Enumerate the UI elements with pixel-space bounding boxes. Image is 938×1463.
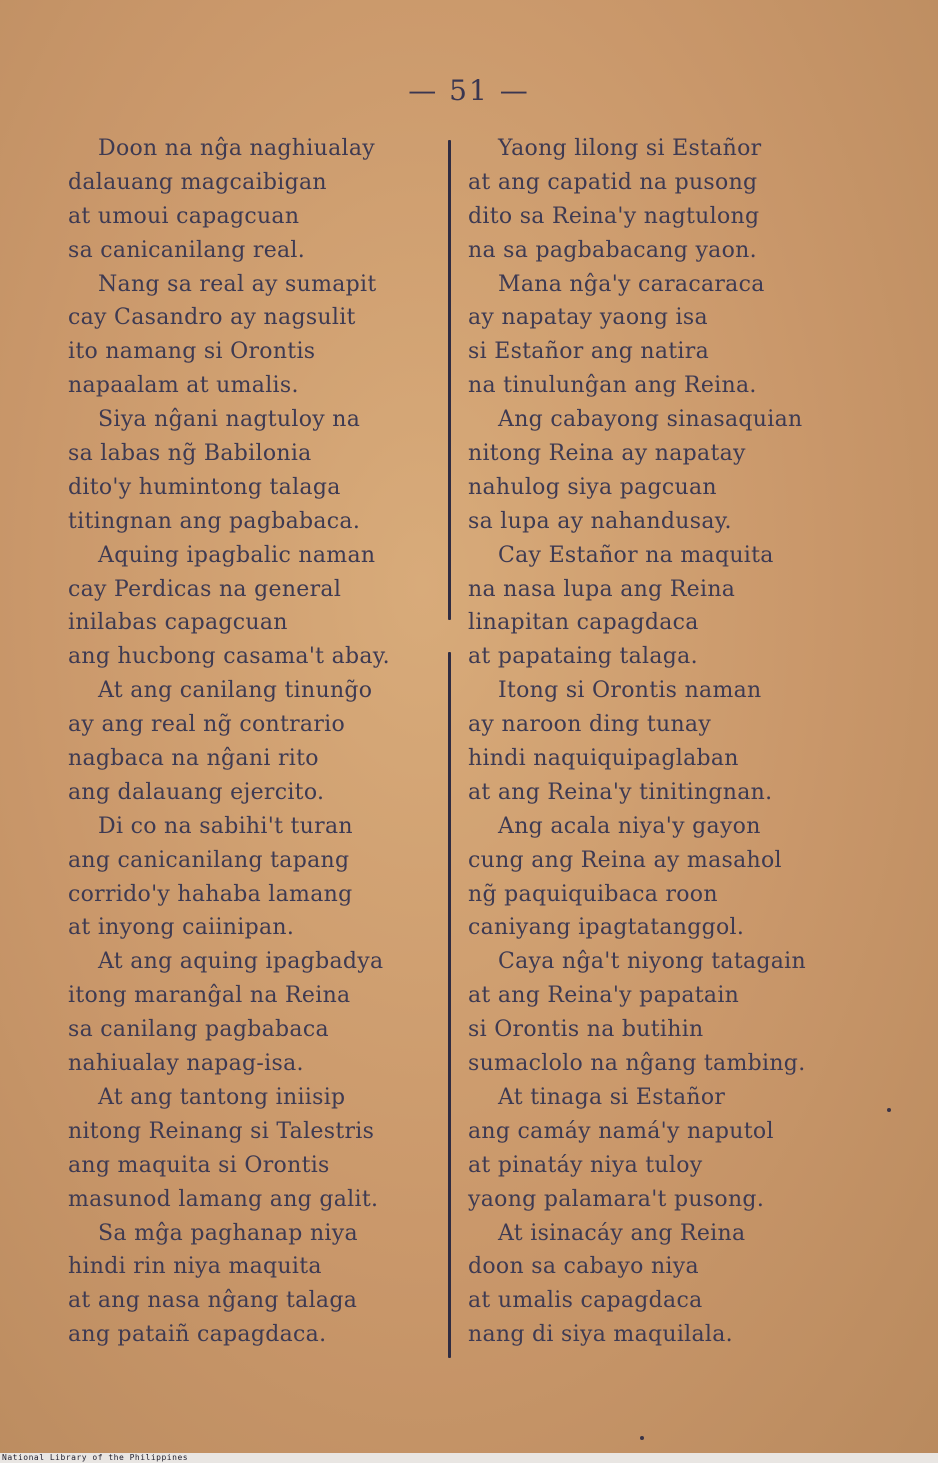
verse-line: sa lupa ay nahandusay.: [468, 508, 732, 534]
stanza: [60, 539, 432, 675]
stanza: [60, 1081, 432, 1217]
verse-line: Mana nĝa'y caracaraca: [498, 271, 765, 297]
verse-line: at ang Reina'y papatain: [468, 983, 740, 1009]
verse-line: hindi naquiquipaglaban: [468, 746, 739, 772]
stanza: [462, 1081, 842, 1217]
verse-line: Aquing ipagbalic naman: [98, 542, 376, 568]
column-divider-top: [448, 140, 451, 620]
footer-credit: National Library of the Philippines: [2, 1453, 189, 1462]
verse-line: yaong palamara't pusong.: [468, 1186, 765, 1212]
verse-line: si Orontis na butihin: [468, 1017, 704, 1043]
speck: [640, 1436, 644, 1440]
verse-line: masunod lamang ang galit.: [68, 1186, 379, 1212]
verse-line: Ang acala niya'y gayon: [498, 813, 761, 839]
verse-line: Siya nĝani nagtuloy na: [98, 407, 361, 433]
verse-line: Di co na sabihi't turan: [98, 813, 353, 839]
left-column: [60, 132, 432, 1352]
verse-line: na tinulunĝan ang Reina.: [468, 373, 757, 399]
verse-line: nagbaca na nĝani rito: [68, 746, 319, 772]
verse-line: ang pataiñ capagdaca.: [68, 1322, 327, 1348]
verse-line: ang camáy namá'y naputol: [468, 1118, 774, 1144]
stanza: [60, 268, 432, 404]
verse-line: Sa mĝa paghanap niya: [98, 1220, 358, 1246]
speck: [887, 1108, 891, 1112]
verse-line: at ang Reina'y tinitingnan.: [468, 779, 773, 805]
verse-line: At ang tantong iniisip: [98, 1084, 346, 1110]
stanza: [60, 945, 432, 1081]
verse-line: ay naroon ding tunay: [468, 712, 712, 738]
verse-line: nahiualay napag-isa.: [68, 1051, 304, 1077]
verse-line: At ang aquing ipagbadya: [98, 949, 384, 975]
verse-line: ng̃ paquiquibaca roon: [468, 881, 718, 907]
stanza: [60, 132, 432, 268]
verse-line: At ang canilang tinung̃o: [98, 678, 373, 704]
verse-line: sa canicanilang real.: [68, 237, 306, 263]
stanza: [462, 810, 842, 946]
verse-line: At isinacáy ang Reina: [498, 1220, 746, 1246]
verse-line: Itong si Orontis naman: [498, 678, 762, 704]
verse-line: Yaong lilong si Estañor: [498, 136, 762, 161]
verse-line: caniyang ipagtatanggol.: [468, 915, 745, 941]
verse-line: nang di siya maquilala.: [468, 1322, 733, 1348]
verse-line: sa canilang pagbabaca: [68, 1017, 329, 1043]
verse-line: inilabas capagcuan: [68, 610, 288, 636]
verse-line: ay napatay yaong isa: [468, 305, 708, 331]
stanza: [60, 674, 432, 810]
verse-line: at papataing talaga.: [468, 644, 698, 670]
verse-line: ang maquita si Orontis: [68, 1152, 330, 1178]
verse-line: at umoui capagcuan: [68, 203, 300, 229]
verse-line: Caya nĝa't niyong tatagain: [498, 949, 806, 975]
verse-line: hindi rin niya maquita: [68, 1254, 322, 1280]
right-column: [462, 132, 842, 1352]
verse-line: dito'y humintong talaga: [68, 474, 341, 500]
verse-line: sa labas ng̃ Babilonia: [68, 441, 312, 467]
verse-line: Cay Estañor na maquita: [498, 542, 774, 568]
verse-line: At tinaga si Estañor: [498, 1084, 726, 1110]
verse-line: linapitan capagdaca: [468, 610, 699, 636]
verse-line: ay ang real ng̃ contrario: [68, 712, 346, 738]
stanza: [462, 268, 842, 404]
stanza: [462, 945, 842, 1081]
stanza: [60, 1217, 432, 1353]
verse-line: at ang capatid na pusong: [468, 169, 758, 195]
verse-line: Doon na nĝa naghiualay: [98, 136, 375, 161]
stanza: [462, 1217, 842, 1353]
page-number: — 51 —: [408, 74, 530, 107]
verse-line: napaalam at umalis.: [68, 373, 299, 399]
verse-line: dito sa Reina'y nagtulong: [468, 203, 760, 229]
verse-line: ang dalauang ejercito.: [68, 779, 325, 805]
verse-line: Nang sa real ay sumapit: [98, 271, 377, 297]
verse-line: at inyong caiinipan.: [68, 915, 295, 941]
column-divider-bottom: [448, 652, 451, 1358]
verse-line: sumaclolo na nĝang tambing.: [468, 1051, 806, 1077]
verse-line: dalauang magcaibigan: [68, 169, 327, 195]
verse-line: na sa pagbabacang yaon.: [468, 237, 757, 263]
verse-line: doon sa cabayo niya: [468, 1254, 699, 1280]
verse-line: corrido'y hahaba lamang: [68, 881, 353, 907]
verse-line: at umalis capagdaca: [468, 1288, 703, 1314]
stanza: [462, 539, 842, 675]
verse-line: nahulog siya pagcuan: [468, 474, 717, 500]
stanza: [462, 674, 842, 810]
stanza: [60, 403, 432, 539]
verse-line: Ang cabayong sinasaquian: [498, 407, 803, 433]
verse-line: nitong Reinang si Talestris: [68, 1118, 375, 1144]
verse-line: cay Perdicas na general: [68, 576, 342, 602]
verse-line: cung ang Reina ay masahol: [468, 847, 782, 873]
verse-line: cay Casandro ay nagsulit: [68, 305, 356, 331]
verse-line: ang canicanilang tapang: [68, 847, 350, 873]
verse-line: titingnan ang pagbabaca.: [68, 508, 361, 534]
verse-line: at ang nasa nĝang talaga: [68, 1288, 358, 1314]
stanza: [60, 810, 432, 946]
verse-line: itong maranĝal na Reina: [68, 983, 351, 1009]
verse-line: si Estañor ang natira: [468, 339, 710, 365]
stanza: [462, 132, 842, 268]
stanza: [462, 403, 842, 539]
verse-line: na nasa lupa ang Reina: [468, 576, 736, 602]
verse-line: ang hucbong casama't abay.: [68, 644, 390, 670]
verse-line: ito namang si Orontis: [68, 339, 316, 365]
verse-line: at pinatáy niya tuloy: [468, 1152, 703, 1178]
verse-line: nitong Reina ay napatay: [468, 441, 746, 467]
